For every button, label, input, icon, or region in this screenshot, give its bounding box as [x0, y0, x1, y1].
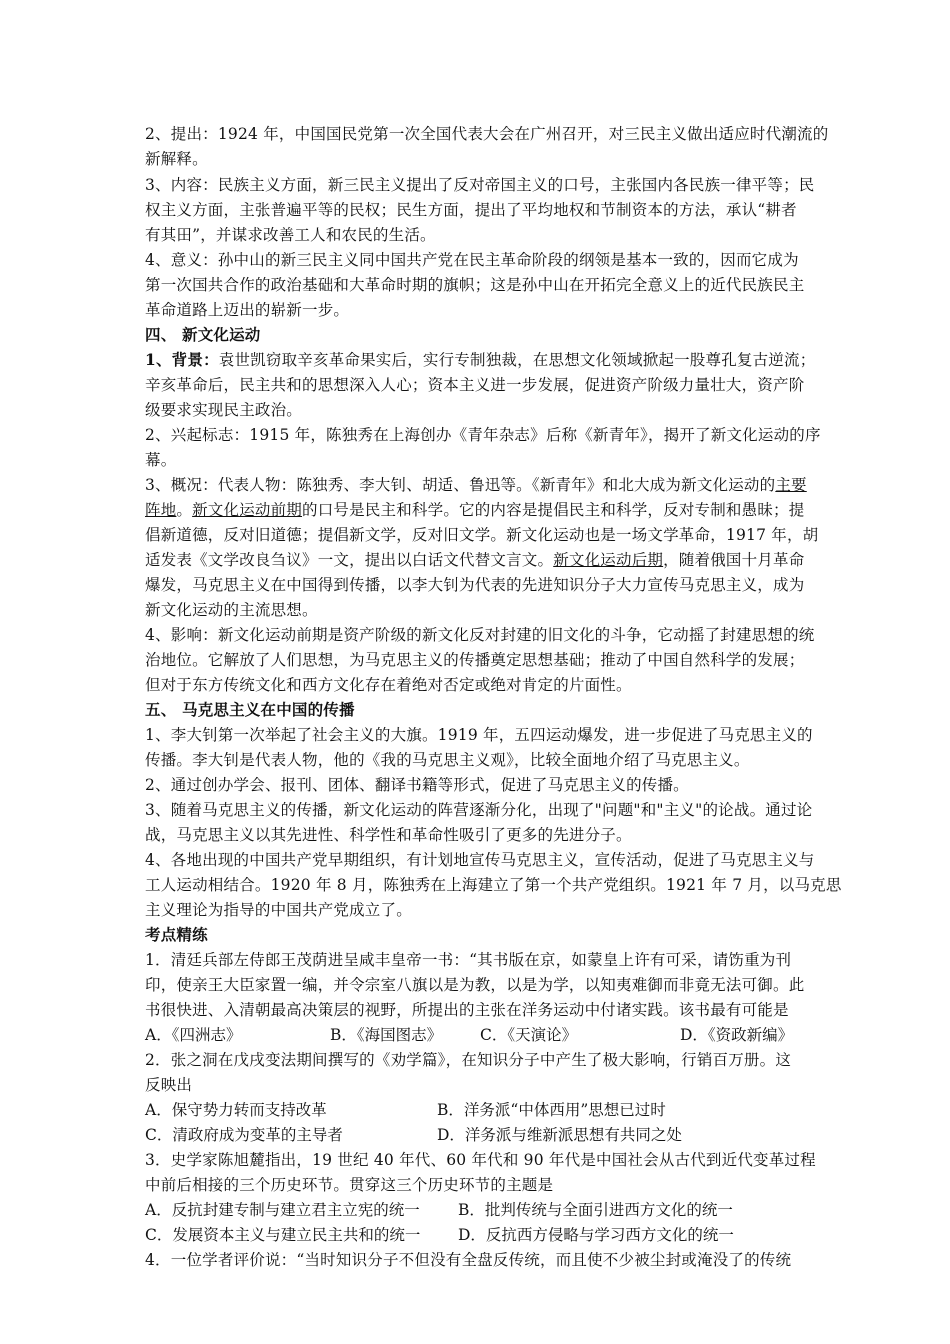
q1-option-c: C．《天演论》 — [480, 1026, 578, 1044]
sec4-item2-line1: 2、兴起标志：1915 年，陈独秀在上海创办《青年杂志》后称《新青年》，揭开了新文化运动的序 — [145, 426, 821, 444]
sec5-heading: 五、 马克思主义在中国的传播 — [145, 700, 355, 719]
q1-option-a: A．《四洲志》 — [145, 1026, 242, 1044]
underlined-term: 新文化运动后期 — [553, 551, 664, 569]
q2-option-b: B．洋务派“中体西用”思想已过时 — [437, 1101, 666, 1119]
q1-line3: 书很快进、入清朝最高决策层的视野，所提出的主张在洋务运动中付诸实践。该书最有可能是 — [145, 1001, 789, 1019]
underlined-term: 新文化运动前期 — [192, 501, 303, 519]
sec3-item2-line2: 新解释。 — [145, 150, 208, 168]
sec3-item3-line2: 权主义方面，主张普遍平等的民权；民生方面，提出了平均地权和节制资本的方法，承认“耕者 — [145, 201, 797, 219]
sec4-item3-text: 适发表《文学改良刍议》一文，提出以白话文代替文言文。 — [145, 551, 554, 569]
q2-line1: 2．张之洞在戊戌变法期间撰写的《劝学篇》，在知识分子中产生了极大影响，行销百万册。这 — [145, 1051, 792, 1069]
sec4-item1-line1 — [145, 349, 815, 371]
sec5-item1-line2: 传播。李大钊是代表人物，他的《我的马克思主义观》，比较全面地介绍了马克思主义。 — [145, 751, 750, 769]
underlined-term: 阵地 — [145, 501, 177, 519]
punctuation: 。 — [176, 501, 193, 519]
q1-line1: 1．清廷兵部左侍郎王茂荫进呈咸丰皇帝一书：“其书版在京，如蒙皇上许有可采，请饬重为刊 — [145, 951, 792, 969]
q1-line2: 印，使亲王大臣家置一编，并令宗室八旗以是为教，以是为学，以知夷难御而非竟无法可御。此 — [145, 976, 805, 994]
sec3-item3-line1: 3、内容：民族主义方面，新三民主义提出了反对帝国主义的口号，主张国内各民族一律平等；民 — [145, 176, 815, 194]
sec4-item2-line2: 幕。 — [145, 451, 177, 469]
q3-line1: 3．史学家陈旭麓指出，19 世纪 40 年代、60 年代和 90 年代是中国社会从古代到近代变革过程 — [145, 1151, 816, 1169]
sec4-item4-line3: 但对于东方传统文化和西方文化存在着绝对否定或绝对肯定的片面性。 — [145, 676, 632, 694]
sec3-item4-line3: 革命道路上迈出的崭新一步。 — [145, 301, 350, 319]
q3-option-c: C．发展资本主义与建立民主共和的统一 — [145, 1226, 421, 1244]
sec4-item1-label: 1、背景： — [145, 350, 219, 369]
sec4-item1-line2: 辛亥革命后，民主共和的思想深入人心；资本主义进一步发展，促进资产阶级力量壮大，资产阶 — [145, 376, 805, 394]
q1-option-d: D．《资政新编》 — [680, 1026, 794, 1044]
sec4-item1-text: 袁世凯窃取辛亥革命果实后，实行专制独裁，在思想文化领域掀起一股尊孔复古逆流； — [218, 351, 816, 369]
sec5-item3-line1: 3、随着马克思主义的传播，新文化运动的阵营逐渐分化，出现了"问题"和"主义"的论战。通过论 — [145, 801, 813, 819]
sec3-item3-line3: 有其田”，并谋求改善工人和农民的生活。 — [145, 226, 436, 244]
sec4-item3-line2 — [145, 499, 804, 521]
sec5-item4-line1: 4、各地出现的中国共产党早期组织，有计划地宣传马克思主义，宣传活动，促进了马克思主义与 — [145, 851, 815, 869]
exam-heading: 考点精练 — [145, 925, 208, 944]
q2-option-a: A．保守势力转而支持改革 — [145, 1101, 327, 1119]
sec4-item4-line1: 4、影响：新文化运动前期是资产阶级的新文化反对封建的旧文化的斗争，它动摇了封建思想的统 — [145, 626, 815, 644]
sec4-item1-line3: 级要求实现民主政治。 — [145, 401, 303, 419]
sec4-item3-text: 3、概况：代表人物：陈独秀、李大钊、胡适、鲁迅等。《新青年》和北大成为新文化运动的 — [145, 476, 776, 494]
sec5-item4-line3: 主义理论为指导的中国共产党成立了。 — [145, 901, 412, 919]
q3-option-b: B．批判传统与全面引进西方文化的统一 — [458, 1201, 733, 1219]
sec4-item4-line2: 治地位。它解放了人们思想，为马克思主义的传播奠定思想基础；推动了中国自然科学的发展； — [145, 651, 805, 669]
sec5-item1-line1: 1、李大钊第一次举起了社会主义的大旗。1919 年，五四运动爆发，进一步促进了马克思主义的 — [145, 726, 813, 744]
q4-line1: 4．一位学者评价说：“当时知识分子不但没有全盘反传统，而且使不少被尘封或淹没了的传统 — [145, 1251, 792, 1269]
sec4-item3-line6: 新文化运动的主流思想。 — [145, 601, 318, 619]
sec5-item3-line2: 战，马克思主义以其先进性、科学性和革命性吸引了更多的先进分子。 — [145, 826, 632, 844]
sec4-heading: 四、 新文化运动 — [145, 325, 261, 344]
sec3-item4-line1: 4、意义：孙中山的新三民主义同中国共产党在民主革命阶段的纲领是基本一致的，因而它成为 — [145, 251, 799, 269]
q1-option-b: B．《海国图志》 — [330, 1026, 443, 1044]
q3-option-a: A．反抗封建专制与建立君主立宪的统一 — [145, 1201, 420, 1219]
underlined-term: 主要 — [775, 476, 807, 494]
sec4-item3-text: ，随着俄国十月革命 — [663, 551, 805, 569]
q3-option-d: D．反抗西方侵略与学习西方文化的统一 — [458, 1226, 734, 1244]
sec4-item3-line1 — [145, 474, 807, 496]
q2-line2: 反映出 — [145, 1076, 193, 1094]
sec3-item4-line2: 第一次国共合作的政治基础和大革命时期的旗帜；这是孙中山在开拓完全意义上的近代民族民主 — [145, 276, 805, 294]
sec4-item3-line3: 倡新道德，反对旧道德；提倡新文学，反对旧文学。新文化运动也是一场文学革命，1917 年，胡 — [145, 526, 819, 544]
q3-line2: 中前后相接的三个历史环节。贯穿这三个历史环节的主题是 — [145, 1176, 554, 1194]
sec4-item3-text: 的口号是民主和科学。它的内容是提倡民主和科学，反对专制和愚昧；提 — [302, 501, 805, 519]
sec4-item3-line4 — [145, 549, 804, 571]
sec5-item4-line2: 工人运动相结合。1920 年 8 月，陈独秀在上海建立了第一个共产党组织。1921 年 7 月，以马克思 — [145, 876, 842, 894]
q2-option-c: C．清政府成为变革的主导者 — [145, 1126, 343, 1144]
sec5-item2: 2、通过创办学会、报刊、团体、翻译书籍等形式，促进了马克思主义的传播。 — [145, 776, 689, 794]
sec3-item2-line1: 2、提出：1924 年，中国国民党第一次全国代表大会在广州召开，对三民主义做出适应时代潮流的 — [145, 125, 829, 143]
sec4-item3-line5: 爆发，马克思主义在中国得到传播，以李大钊为代表的先进知识分子大力宣传马克思主义，成为 — [145, 576, 805, 594]
q2-option-d: D．洋务派与维新派思想有共同之处 — [437, 1126, 682, 1144]
